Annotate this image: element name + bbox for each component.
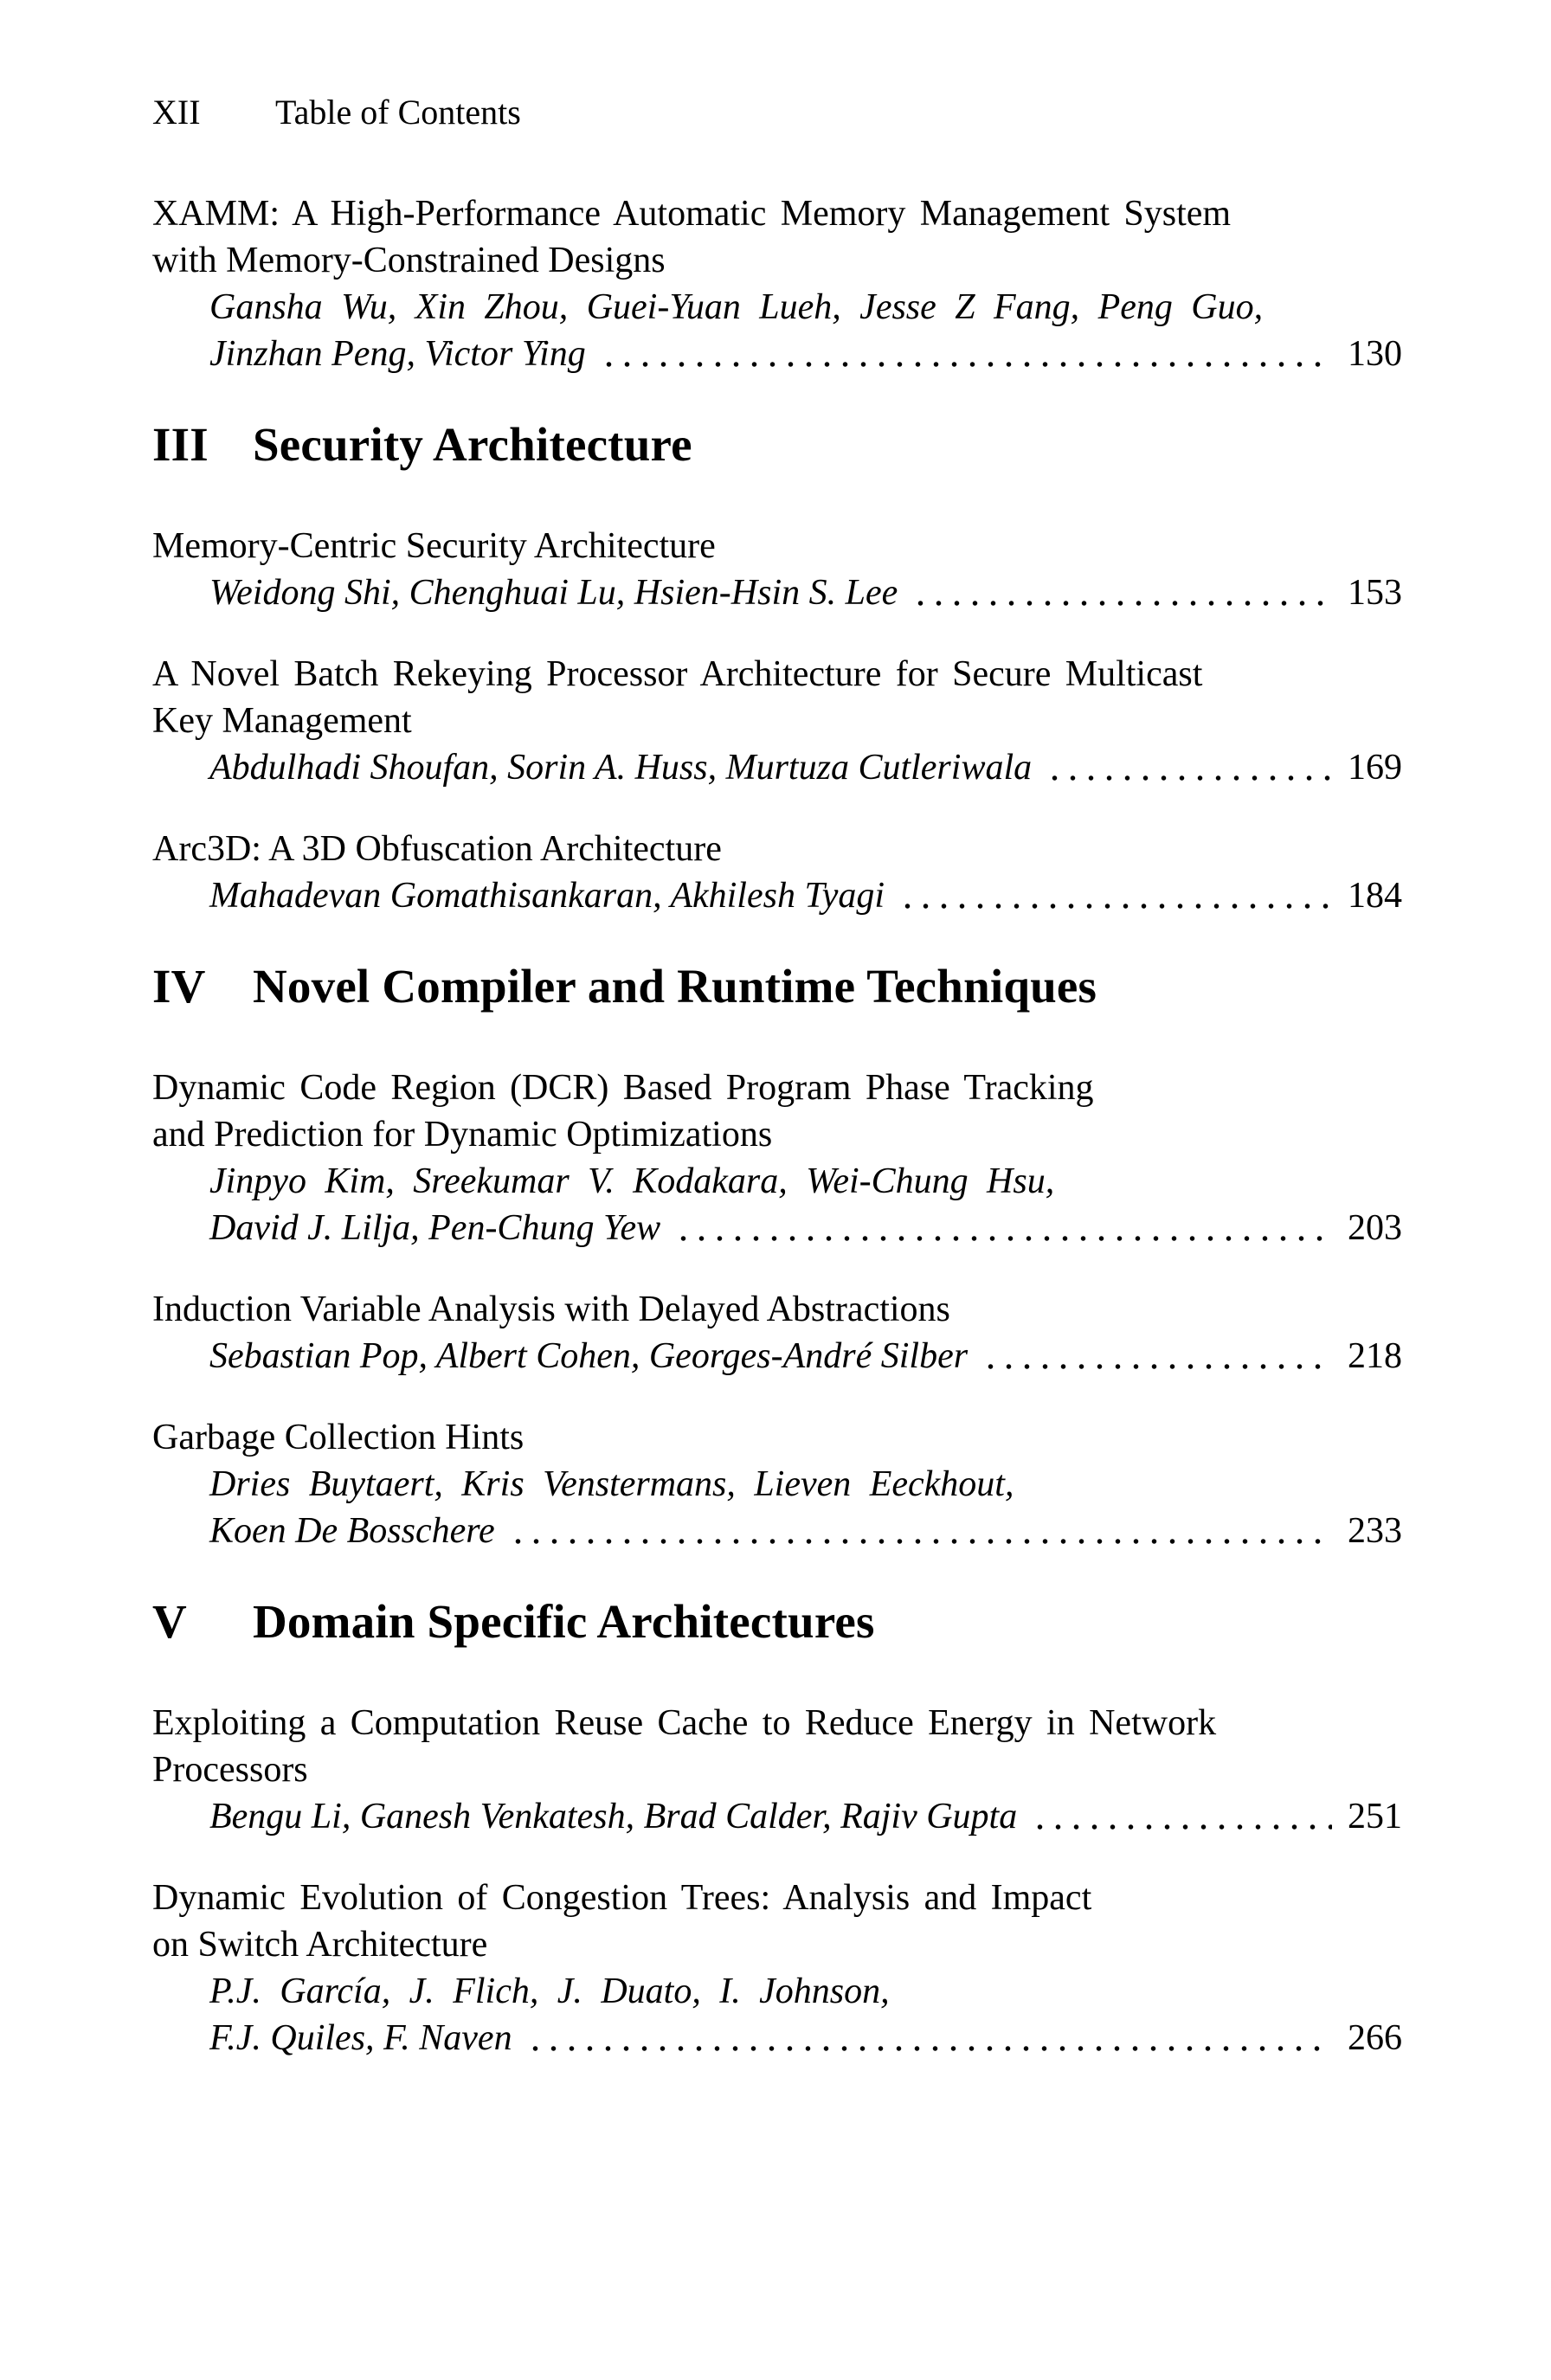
running-title: Table of Contents [275, 93, 521, 132]
toc-entry [152, 826, 1402, 919]
section-number: IV [152, 960, 206, 1013]
section-title: Domain Specific Architectures [253, 1595, 875, 1648]
entry-title-line: Dynamic Evolution of Congestion Trees: Analysis and Impact [152, 1878, 1092, 1918]
entry-author-last-line [209, 1333, 1402, 1380]
entry-title-line: Garbage Collection Hints [152, 1418, 525, 1457]
entry-title-line: Exploiting a Computation Reuse Cache to Reduce Energy in Network [152, 1703, 1217, 1743]
entry-author-last-line [209, 1793, 1402, 1840]
entry-title-line: A Novel Batch Rekeying Processor Architecture for Secure Multicast [152, 654, 1203, 694]
entry-title [152, 1700, 1402, 1793]
entry-authors [152, 1461, 1402, 1554]
entry-author-text: F.J. Quiles, F. Naven [209, 2018, 512, 2058]
dot-leader [911, 601, 1332, 606]
entry-title-line: Dynamic Code Region (DCR) Based Program Phase Tracking [152, 1068, 1094, 1108]
entry-title-line: Memory-Centric Security Architecture [152, 526, 716, 566]
entry-title-line: Key Management [152, 701, 412, 741]
toc-list [152, 190, 1402, 2062]
entry-author-text: Jinzhan Peng, Victor Ying [209, 334, 586, 374]
entry-authors [152, 872, 1402, 919]
entry-author-last-line [209, 744, 1402, 791]
entry-author-text: Mahadevan Gomathisankaran, Akhilesh Tyagi [209, 876, 885, 916]
entry-authors [152, 744, 1402, 791]
toc-entry [152, 1700, 1402, 1840]
entry-title-line: with Memory-Constrained Designs [152, 241, 666, 280]
section-number: III [152, 418, 209, 471]
entry-title [152, 826, 1402, 872]
entry-author-text: David J. Lilja, Pen-Chung Yew [209, 1208, 661, 1248]
entry-title-line: and Prediction for Dynamic Optimizations [152, 1115, 773, 1155]
page-number: 203 [1348, 1208, 1402, 1248]
entry-title [152, 523, 1402, 569]
entry-author-line: Jinpyo Kim, Sreekumar V. Kodakara, Wei-Chung Hsu, [209, 1161, 1055, 1201]
dot-leader [509, 1539, 1332, 1544]
entry-title [152, 1414, 1402, 1461]
toc-entry [152, 1875, 1402, 2062]
entry-title [152, 651, 1402, 744]
entry-title-line: Processors [152, 1750, 308, 1790]
entry-authors [152, 1968, 1402, 2062]
dot-leader [898, 904, 1332, 909]
entry-authors [152, 569, 1402, 616]
page-number: 169 [1348, 748, 1402, 788]
entry-authors [152, 1158, 1402, 1251]
page-number: 130 [1348, 334, 1402, 374]
entry-author-last-line [209, 1205, 1402, 1251]
page-number: 153 [1348, 573, 1402, 613]
entry-title [152, 190, 1402, 284]
section-heading [152, 414, 1402, 476]
toc-entry [152, 190, 1402, 377]
dot-leader [674, 1236, 1332, 1241]
entry-author-last-line [209, 1508, 1402, 1554]
entry-author-last-line [209, 331, 1402, 377]
page-number: 251 [1348, 1797, 1402, 1836]
entry-author-last-line [209, 872, 1402, 919]
entry-title [152, 1286, 1402, 1333]
entry-author-text: Koen De Bosschere [209, 1511, 495, 1551]
page-number: 266 [1348, 2018, 1402, 2058]
page-number: 218 [1348, 1336, 1402, 1376]
entry-author-text: Weidong Shi, Chenghuai Lu, Hsien-Hsin S. Lee [209, 573, 898, 613]
running-head [152, 90, 1402, 135]
section-title: Security Architecture [253, 418, 692, 471]
entry-authors [152, 1793, 1402, 1840]
entry-title-line: Arc3D: A 3D Obfuscation Architecture [152, 829, 722, 869]
toc-entry [152, 523, 1402, 616]
page-number: 233 [1348, 1511, 1402, 1551]
entry-author-text: Abdulhadi Shoufan, Sorin A. Huss, Murtuza Cutleriwala [209, 748, 1033, 788]
entry-authors [152, 1333, 1402, 1380]
entry-title-line: XAMM: A High-Performance Automatic Memory Management System [152, 194, 1232, 234]
entry-title [152, 1065, 1402, 1158]
entry-authors [152, 284, 1402, 377]
entry-author-last-line [209, 569, 1402, 616]
toc-entry [152, 1286, 1402, 1380]
entry-author-line: Dries Buytaert, Kris Venstermans, Lieven Eeckhout, [209, 1464, 1014, 1504]
dot-leader [526, 2046, 1332, 2051]
dot-leader [600, 362, 1332, 367]
entry-title-line: Induction Variable Analysis with Delayed Abstractions [152, 1290, 950, 1329]
dot-leader [981, 1364, 1332, 1369]
section-title: Novel Compiler and Runtime Techniques [253, 960, 1097, 1013]
section-number: V [152, 1595, 187, 1648]
toc-entry [152, 1414, 1402, 1554]
entry-author-text: Sebastian Pop, Albert Cohen, Georges-André Silber [209, 1336, 969, 1376]
dot-leader [1046, 775, 1332, 781]
page-number: 184 [1348, 876, 1402, 916]
entry-author-last-line [209, 2015, 1402, 2062]
entry-author-line: P.J. García, J. Flich, J. Duato, I. Johnson, [209, 1972, 890, 2011]
toc-entry [152, 651, 1402, 791]
toc-entry [152, 1065, 1402, 1251]
entry-title-line: on Switch Architecture [152, 1925, 488, 1965]
entry-author-text: Bengu Li, Ganesh Venkatesh, Brad Calder, Rajiv Gupta [209, 1797, 1018, 1836]
entry-title [152, 1875, 1402, 1968]
dot-leader [1031, 1824, 1332, 1830]
section-heading [152, 1591, 1402, 1653]
entry-author-line: Gansha Wu, Xin Zhou, Guei-Yuan Lueh, Jesse Z Fang, Peng Guo, [209, 287, 1264, 327]
page-folio: XII [152, 93, 201, 132]
section-heading [152, 955, 1402, 1018]
